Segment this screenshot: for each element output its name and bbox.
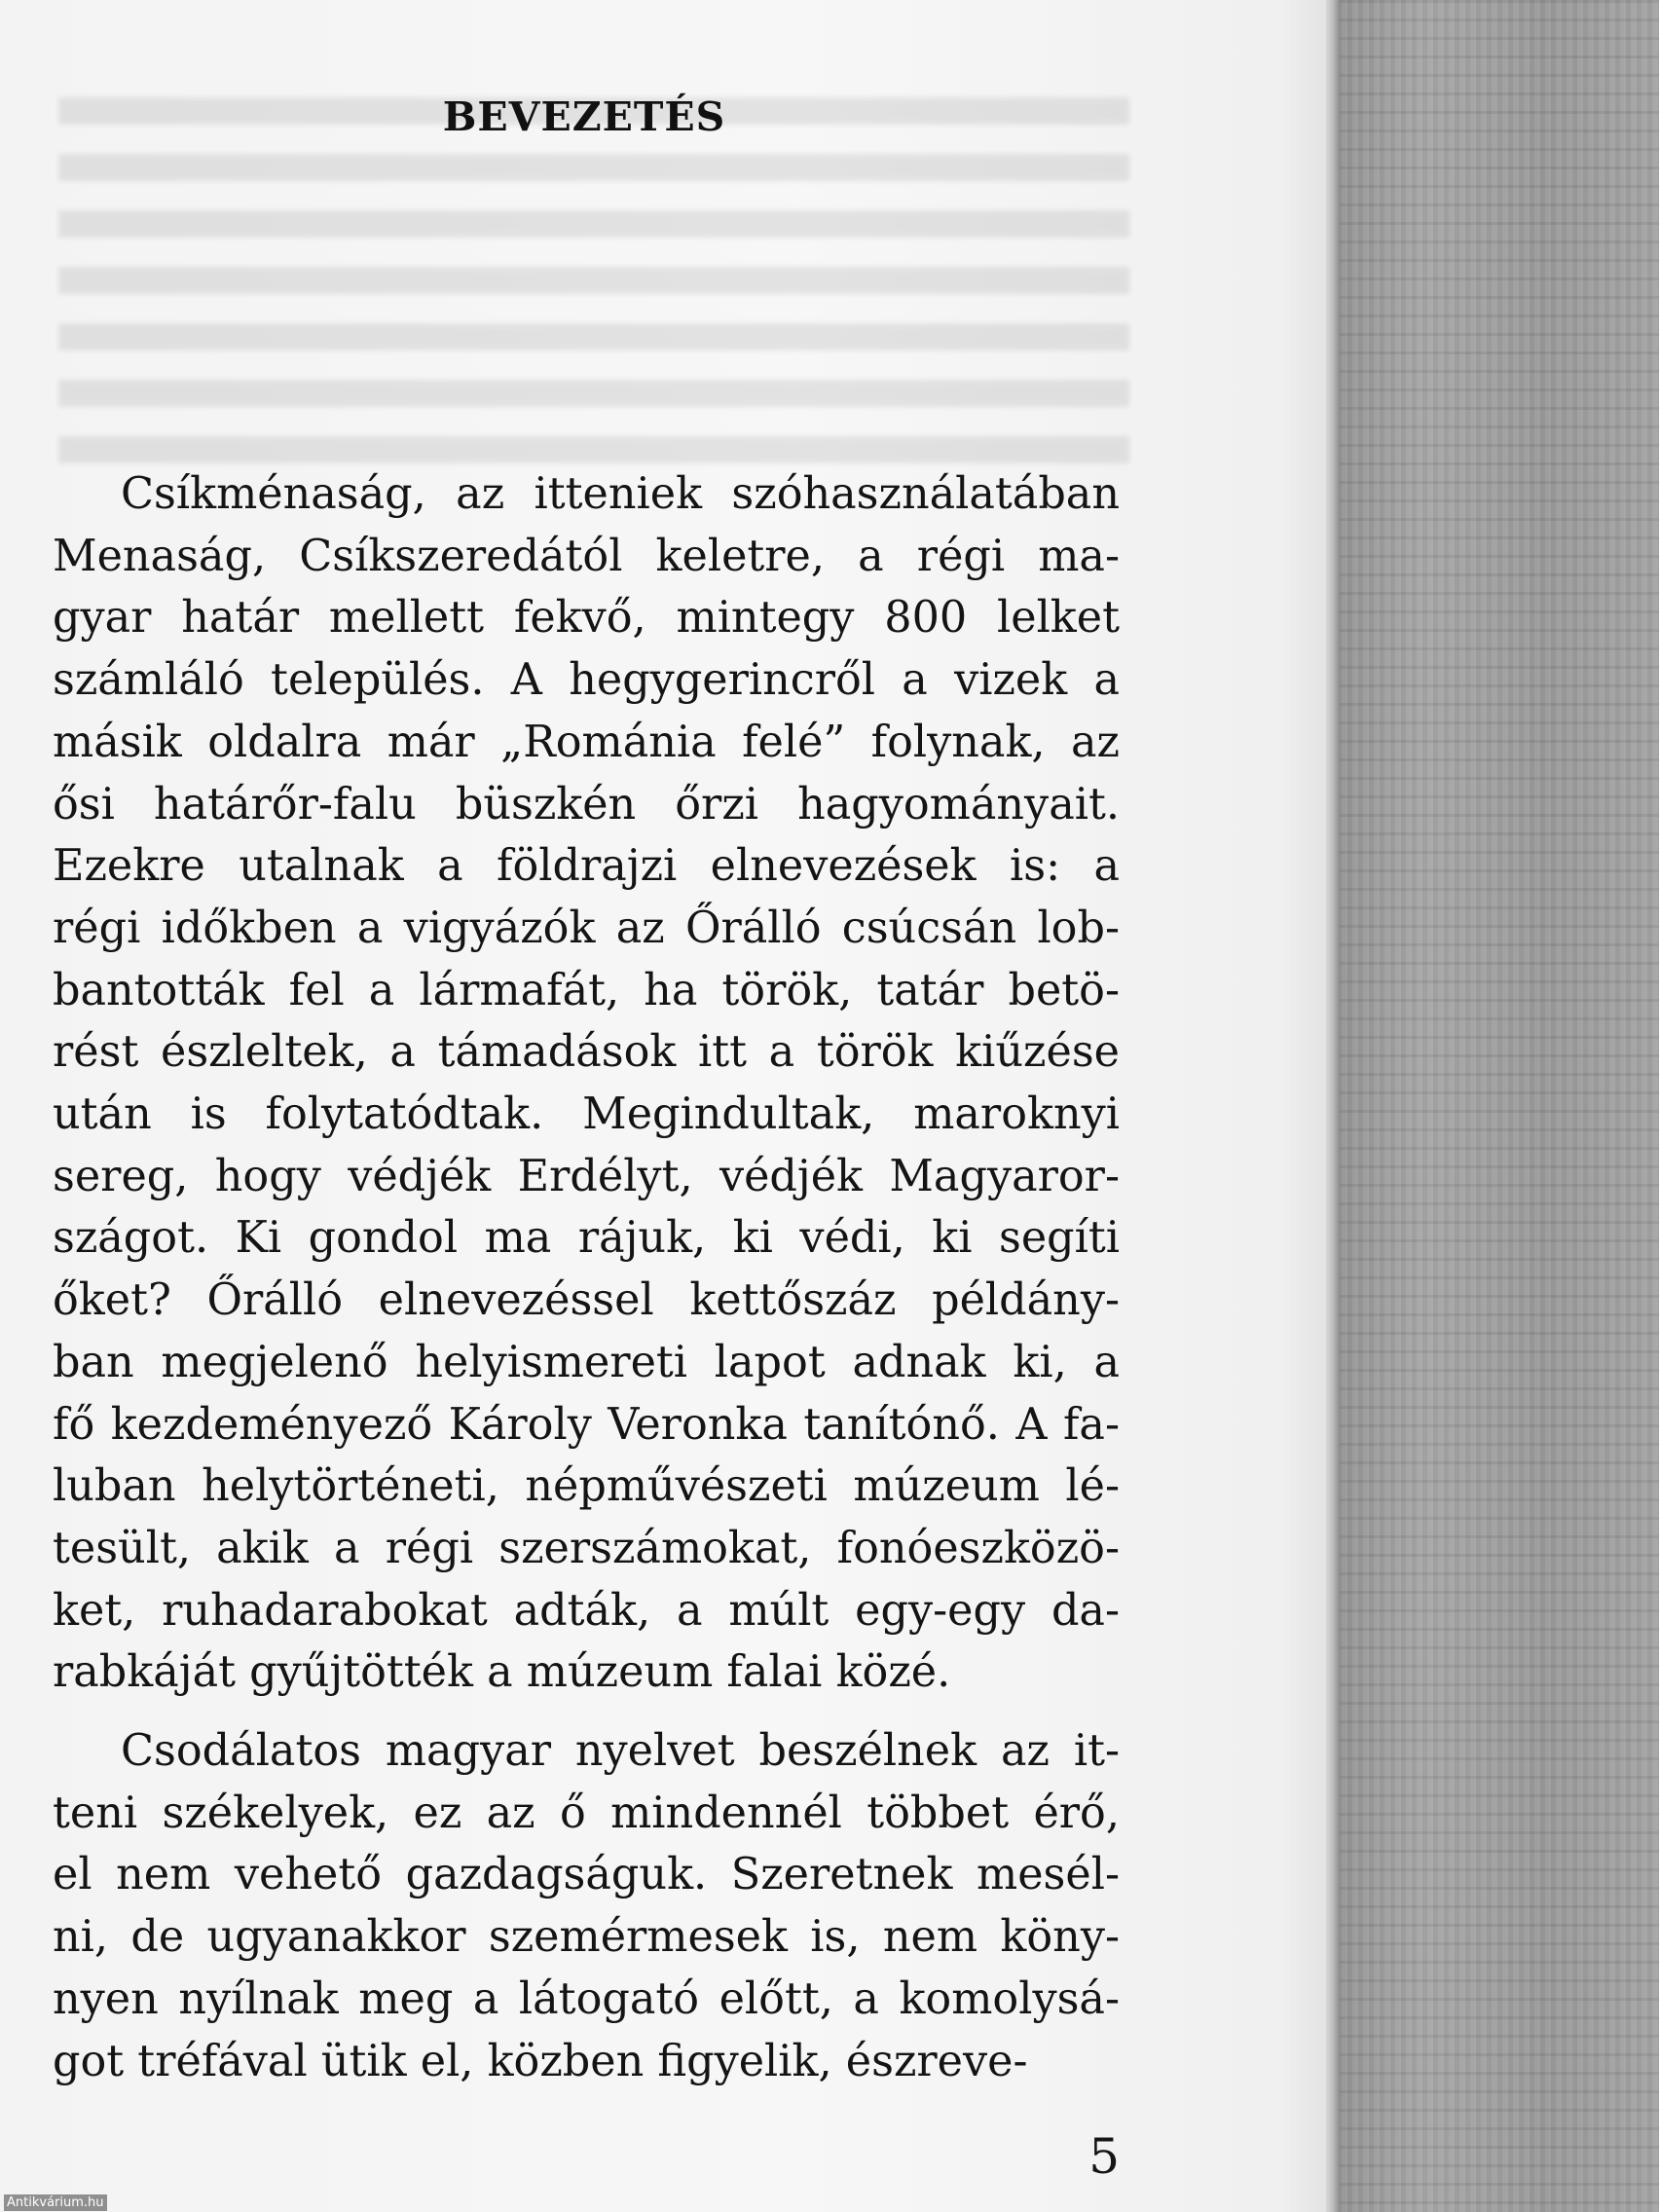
text-line: teni székelyek, ez az ő mindennél többet érő,	[53, 1788, 1120, 1838]
chapter-heading: BEVEZETÉS	[442, 93, 726, 140]
text-line: got tréfával ütik el, közben figyelik, észreve-	[53, 2036, 1028, 2086]
text-line: ket, ruhadarabokat adták, a múlt egy-egy da-	[53, 1585, 1120, 1636]
text-line: Csodálatos magyar nyelvet beszélnek az it-	[121, 1726, 1120, 1777]
watermark: Antikvárium.hu	[4, 2194, 107, 2211]
text-line: bantották fel a lármafát, ha török, tatár betö-	[53, 965, 1120, 1015]
text-line: el nem vehető gazdagságuk. Szeretnek mesél-	[53, 1850, 1120, 1900]
text-line: után is folytatódtak. Megindultak, maroknyi	[53, 1089, 1120, 1140]
text-line: ban megjelenő helyismereti lapot adnak ki, a	[53, 1337, 1120, 1387]
background-surface	[1324, 0, 1659, 2212]
text-line: ősi határőr-falu büszkén őrzi hagyományait.	[53, 779, 1120, 830]
text-line: őket? Őrálló elnevezéssel kettőszáz példány-	[53, 1275, 1120, 1326]
body-text	[53, 463, 1120, 2092]
text-line: Menaság, Csíkszeredától keletre, a régi ma-	[53, 531, 1120, 581]
text-line: régi időkben a vigyázók az Őrálló csúcsán lob-	[53, 903, 1120, 953]
page-edge	[1326, 0, 1340, 2212]
text-line: másik oldalra már „Románia felé” folynak, az	[53, 717, 1120, 767]
text-line: Csíkménaság, az itteniek szóhasználatában	[121, 469, 1120, 519]
paragraph	[53, 463, 1120, 1704]
text-line: nyen nyílnak meg a látogató előtt, a komolysá-	[53, 1973, 1120, 2024]
show-through-text	[58, 97, 1129, 467]
text-line: rabkáját gyűjtötték a múzeum falai közé.	[53, 1647, 951, 1698]
text-line: sereg, hogy védjék Erdélyt, védjék Magyaror-	[53, 1151, 1120, 1201]
paragraph-gap	[53, 1704, 1120, 1720]
text-line: gyar határ mellett fekvő, mintegy 800 lelket	[53, 593, 1120, 644]
text-line: luban helytörténeti, népművészeti múzeum lé-	[53, 1461, 1120, 1512]
page-number: 5	[1088, 2128, 1120, 2185]
text-line: szágot. Ki gondol ma rájuk, ki védi, ki segíti	[53, 1213, 1120, 1264]
text-line: ni, de ugyanakkor szemérmesek is, nem köny-	[53, 1912, 1120, 1963]
text-line: Ezekre utalnak a földrajzi elnevezések is: a	[53, 841, 1120, 892]
text-line: tesült, akik a régi szerszámokat, fonóeszközö-	[53, 1523, 1120, 1573]
text-line: rést észleltek, a támadások itt a török kiűzése	[53, 1027, 1120, 1078]
paragraph	[53, 1720, 1120, 2092]
text-line: számláló település. A hegygerincről a vizek a	[53, 655, 1120, 706]
text-line: fő kezdeményező Károly Veronka tanítónő. A fa-	[53, 1399, 1120, 1450]
